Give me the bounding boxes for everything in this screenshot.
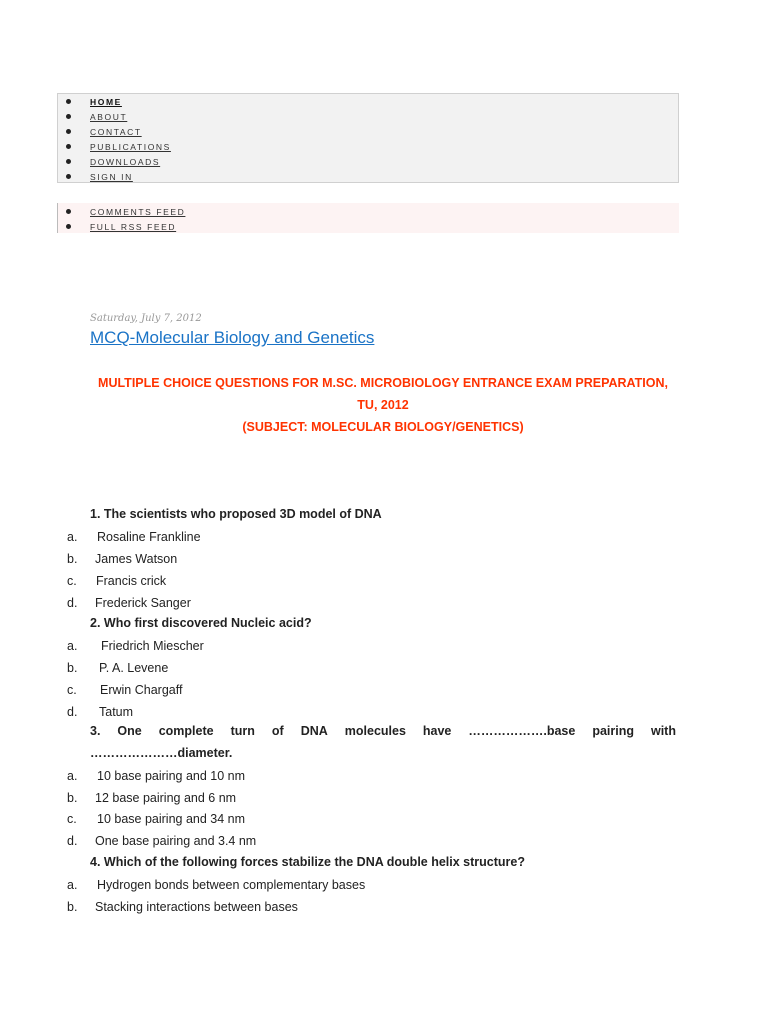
question-3-word: 3. <box>90 724 101 738</box>
bullet-icon <box>66 174 71 179</box>
option-letter: d. <box>67 596 78 610</box>
option-text: Hydrogen bonds between complementary bases <box>97 878 366 892</box>
question-2: 2. Who first discovered Nucleic acid? <box>90 616 312 630</box>
question-4-option-b <box>0 900 768 916</box>
option-letter: b. <box>67 900 78 914</box>
option-letter: b. <box>67 661 78 675</box>
bullet-icon <box>66 159 71 164</box>
question-2-option-d <box>0 705 768 721</box>
question-2-option-b <box>0 661 768 677</box>
post-heading-line-2: TU, 2012 <box>357 398 409 412</box>
question-3-word: have <box>422 724 452 738</box>
question-3-word: DNA <box>300 724 328 738</box>
option-letter: a. <box>67 639 78 653</box>
nav-link-about[interactable]: ABOUT <box>90 112 128 122</box>
option-text: 10 base pairing and 10 nm <box>97 769 246 783</box>
question-3-line-2: …………………diameter. <box>90 746 233 760</box>
post-heading-line-3: (SUBJECT: MOLECULAR BIOLOGY/GENETICS) <box>242 420 524 434</box>
question-3-word: ……………….base <box>468 724 576 738</box>
post-date: Saturday, July 7, 2012 <box>90 313 202 324</box>
option-letter: a. <box>67 878 78 892</box>
question-4: 4. Which of the following forces stabilize the DNA double helix structure? <box>90 855 525 869</box>
question-3-word: with <box>650 724 676 738</box>
option-text: Rosaline Frankline <box>97 530 201 544</box>
comments-feed-link[interactable]: COMMENTS FEED <box>90 207 186 217</box>
question-1-option-a <box>0 530 768 546</box>
question-3-line-1 <box>90 724 676 738</box>
option-text: 10 base pairing and 34 nm <box>97 812 246 826</box>
option-text: P. A. Levene <box>99 661 169 675</box>
question-3-word: pairing <box>592 724 634 738</box>
question-4-option-a <box>0 878 768 894</box>
question-1-option-b <box>0 552 768 568</box>
option-text: One base pairing and 3.4 nm <box>95 834 257 848</box>
question-3-word: turn <box>230 724 255 738</box>
option-text: 12 base pairing and 6 nm <box>95 791 237 805</box>
post-heading-line-1: MULTIPLE CHOICE QUESTIONS FOR M.SC. MICROBIOLOGY ENTRANCE EXAM PREPARATION, <box>98 376 668 390</box>
option-letter: b. <box>67 552 78 566</box>
question-2-option-c <box>0 683 768 699</box>
option-letter: c. <box>67 683 77 697</box>
question-3-option-a <box>0 769 768 785</box>
full-rss-feed-link[interactable]: FULL RSS FEED <box>90 222 177 232</box>
question-1-option-c <box>0 574 768 590</box>
question-1-option-d <box>0 596 768 612</box>
question-3-word: molecules <box>344 724 406 738</box>
question-3-option-b <box>0 791 768 807</box>
option-text: Stacking interactions between bases <box>95 900 298 914</box>
nav-link-downloads[interactable]: DOWNLOADS <box>90 157 161 167</box>
question-3-option-c <box>0 812 768 828</box>
post-title[interactable]: MCQ-Molecular Biology and Genetics <box>90 328 375 347</box>
question-3-word: of <box>271 724 284 738</box>
option-letter: a. <box>67 769 78 783</box>
nav-link-contact[interactable]: CONTACT <box>90 127 142 137</box>
bullet-icon <box>66 224 71 229</box>
option-text: Friedrich Miescher <box>101 639 204 653</box>
bullet-icon <box>66 209 71 214</box>
question-1: 1. The scientists who proposed 3D model of DNA <box>90 507 382 521</box>
question-3-word: One <box>117 724 142 738</box>
option-text: James Watson <box>95 552 178 566</box>
option-letter: b. <box>67 791 78 805</box>
option-text: Tatum <box>99 705 134 719</box>
option-letter: c. <box>67 574 77 588</box>
question-3-option-d <box>0 834 768 850</box>
bullet-icon <box>66 129 71 134</box>
nav-link-sign-in[interactable]: SIGN IN <box>90 172 133 182</box>
bullet-icon <box>66 99 71 104</box>
nav-link-home[interactable]: HOME <box>90 97 122 107</box>
main-nav <box>57 93 679 183</box>
question-3-word: complete <box>158 724 214 738</box>
option-letter: d. <box>67 834 78 848</box>
option-letter: a. <box>67 530 78 544</box>
bullet-icon <box>66 144 71 149</box>
nav-link-publications[interactable]: PUBLICATIONS <box>90 142 171 152</box>
option-letter: d. <box>67 705 78 719</box>
option-text: Francis crick <box>96 574 167 588</box>
option-letter: c. <box>67 812 77 826</box>
option-text: Frederick Sanger <box>95 596 191 610</box>
option-text: Erwin Chargaff <box>100 683 183 697</box>
bullet-icon <box>66 114 71 119</box>
question-2-option-a <box>0 639 768 655</box>
